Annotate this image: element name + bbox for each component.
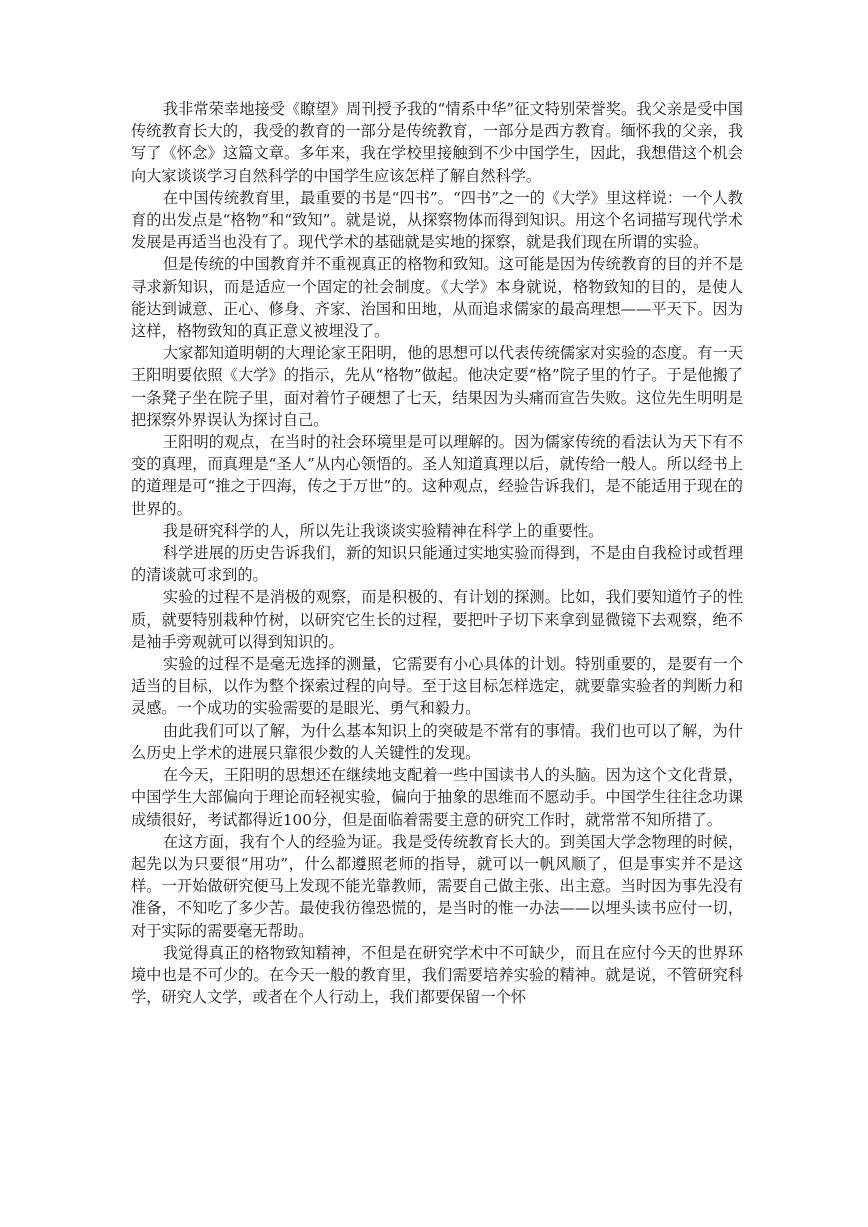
article-body <box>131 98 743 1008</box>
paragraph-11: 在今天，王阳明的思想还在继续地支配着一些中国读书人的头脑。因为这个文化背景，中国学生大部偏向于理论而轻视实验，偏向于抽象的思维而不愿动手。中国学生往往念功课成绩很好，考试都得近100分，但是面临着需要主意的研究工作时，就常常不知所措了。 <box>131 766 743 829</box>
paragraph-7: 科学进展的历史告诉我们，新的知识只能通过实地实验而得到，不是由自我检讨或哲理的清谈就可求到的。 <box>131 544 743 585</box>
paragraph-2: 在中国传统教育里，最重要的书是“四书”。“四书”之一的《大学》里这样说：一个人教育的出发点是“格物”和“致知”。就是说，从探察物体而得到知识。用这个名词描写现代学术发展是再适当也没有了。现代学术的基础就是实地的探察，就是我们现在所谓的实验。 <box>131 188 743 252</box>
paragraph-5: 王阳明的观点，在当时的社会环境里是可以理解的。因为儒家传统的看法认为天下有不变的真理，而真理是“圣人”从内心领悟的。圣人知道真理以后，就传给一般人。所以经书上的道理是可“推之于四海，传之于万世”的。这种观点，经验告诉我们，是不能适用于现在的世界的。 <box>131 433 743 518</box>
paragraph-10: 由此我们可以了解，为什么基本知识上的突破是不常有的事情。我们也可以了解，为什么历史上学术的进展只靠很少数的人关键性的发现。 <box>131 721 743 762</box>
paragraph-1: 我非常荣幸地接受《瞭望》周刊授予我的“情系中华”征文特别荣誉奖。我父亲是受中国传统教育长大的，我受的教育的一部分是传统教育，一部分是西方教育。缅怀我的父亲，我写了《怀念》这篇文章。多年来，我在学校里接触到不少中国学生，因此，我想借这个机会向大家谈谈学习自然科学的中国学生应该怎样了解自然科学。 <box>131 100 743 185</box>
paragraph-3: 但是传统的中国教育并不重视真正的格物和致知。这可能是因为传统教育的目的并不是寻求新知识，而是适应一个固定的社会制度。《大学》本身就说，格物致知的目的，是使人能达到诚意、正心、修身、齐家、治国和田地，从而追求儒家的最高理想——平天下。因为这样，格物致知的真正意义被埋没了。 <box>131 255 743 341</box>
paragraph-13: 我觉得真正的格物致知精神，不但是在研究学术中不可缺少，而且在应付今天的世界环境中也是不可少的。在今天一般的教育里，我们需要培养实验的精神。就是说，不管研究科学，研究人文学，或者在个人行动上，我们都要保留一个怀 <box>131 943 743 1007</box>
paragraph-6: 我是研究科学的人，所以先让我谈谈实验精神在科学上的重要性。 <box>162 521 604 540</box>
paragraph-4: 大家都知道明朝的大理论家王阳明，他的思想可以代表传统儒家对实验的态度。有一天王阳明要依照《大学》的指示，先从“格物”做起。他决定要“格”院子里的竹子。于是他搬了一条凳子坐在院子里，面对着竹子硬想了七天，结果因为头痛而宣告失败。这位先生明明是把探察外界误认为探讨自己。 <box>131 344 743 429</box>
paragraph-9: 实验的过程不是毫无选择的测量，它需要有小心具体的计划。特别重要的，是要有一个适当的目标，以作为整个探索过程的向导。至于这目标怎样选定，就要靠实验者的判断力和灵感。一个成功的实验需要的是眼光、勇气和毅力。 <box>131 655 743 718</box>
paragraph-12: 在这方面，我有个人的经验为证。我是受传统教育长大的。到美国大学念物理的时候，起先以为只要很“用功”，什么都遵照老师的指导，就可以一帆风顺了，但是事实并不是这样。一开始做研究便马上发现不能光靠教师，需要自己做主张、出主意。当时因为事先没有准备，不知吃了多少苦。最使我彷徨恐慌的，是当时的惟一办法——以埋头读书应付一切，对于实际的需要毫无帮助。 <box>131 832 743 940</box>
paragraph-8: 实验的过程不是消极的观察，而是积极的、有计划的探测。比如，我们要知道竹子的性质，就要特别栽种竹树，以研究它生长的过程，要把叶子切下来拿到显微镜下去观察，绝不是袖手旁观就可以得到知识的。 <box>131 588 743 651</box>
